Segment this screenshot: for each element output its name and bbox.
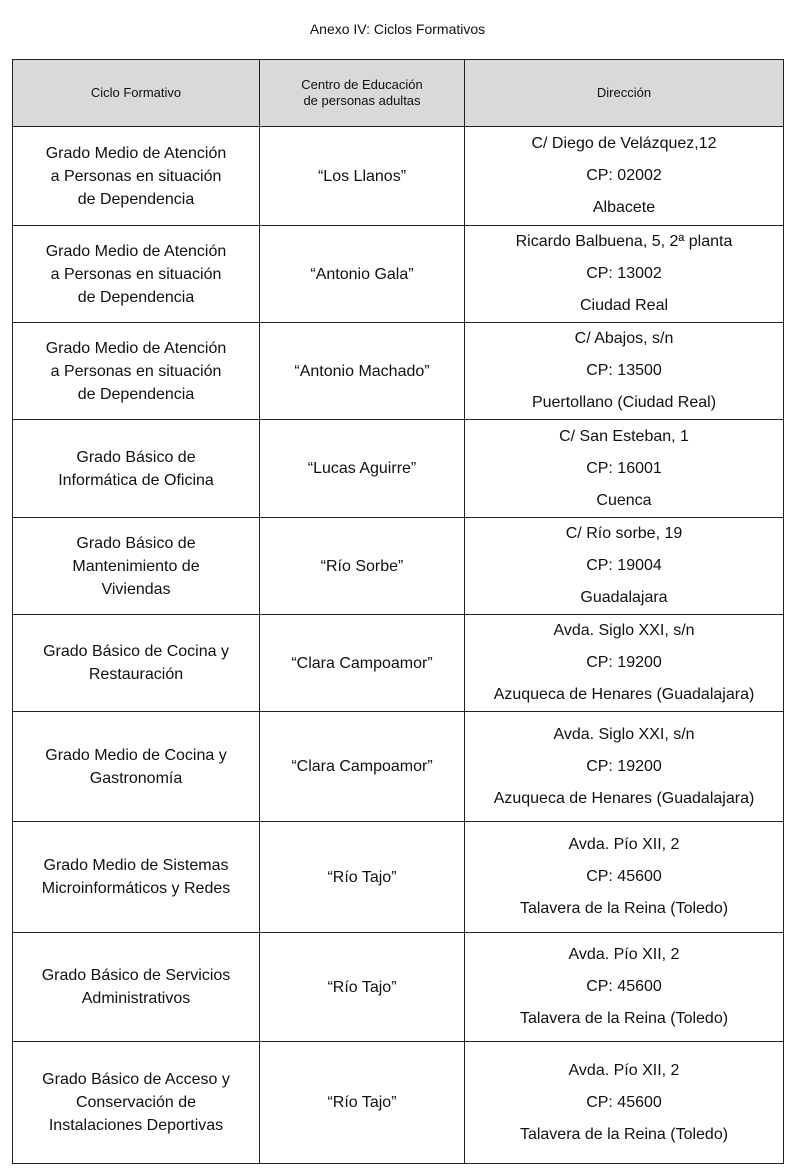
table-row (13, 420, 784, 518)
direccion-cell (465, 822, 784, 933)
table-row (13, 712, 784, 822)
header-row (13, 60, 784, 127)
header-ciclo-formativo: Ciclo Formativo (13, 60, 260, 127)
table-row (13, 933, 784, 1042)
address-street: Avda. Pío XII, 2 (568, 1061, 680, 1079)
document-title: Anexo IV: Ciclos Formativos (309, 21, 486, 37)
direccion-cell (465, 712, 784, 822)
direccion-cell (465, 518, 784, 615)
address-postal-code: CP: 16001 (586, 459, 662, 477)
address-city: Talavera de la Reina (Toledo) (519, 900, 729, 917)
address-city: Azuqueca de Henares (Guadalajara) (493, 789, 755, 807)
address-city: Azuqueca de Henares (Guadalajara) (493, 686, 755, 703)
centro-cell: “Antonio Machado” (260, 323, 465, 420)
header-direccion: Dirección (465, 60, 784, 127)
ciclo-cell: Grado Medio de Sistemas Microinformáticos y Redes (13, 822, 260, 933)
address-city: Cuenca (596, 491, 652, 509)
address-street: Avda. Pío XII, 2 (568, 836, 680, 853)
address-postal-code: CP: 19200 (586, 757, 662, 775)
table-row (13, 822, 784, 933)
centro-cell: “Los Llanos” (260, 127, 465, 226)
address-street: Avda. Siglo XXI, s/n (553, 725, 695, 743)
address-postal-code: CP: 13002 (586, 265, 662, 282)
table-row (13, 518, 784, 615)
centro-cell: “Clara Campoamor” (260, 615, 465, 712)
direccion-cell (465, 127, 784, 226)
table-row (13, 127, 784, 226)
address-city: Talavera de la Reina (Toledo) (519, 1125, 729, 1143)
centro-cell: “Antonio Gala” (260, 226, 465, 323)
address-street: Ricardo Balbuena, 5, 2ª planta (515, 233, 733, 250)
ciclo-cell: Grado Medio de Cocina y Gastronomía (13, 712, 260, 822)
centro-cell: “Río Sorbe” (260, 518, 465, 615)
direccion-cell (465, 615, 784, 712)
table-body (13, 127, 784, 1164)
ciclo-cell: Grado Básico de Informática de Oficina (13, 420, 260, 518)
table-header (13, 60, 784, 127)
address-postal-code: CP: 45600 (586, 868, 662, 885)
address-city: Ciudad Real (579, 297, 669, 314)
ciclo-cell: Grado Medio de Atención a Personas en situación de Dependencia (13, 323, 260, 420)
centro-cell: “Río Tajo” (260, 822, 465, 933)
centro-cell: “Río Tajo” (260, 933, 465, 1042)
direccion-cell (465, 933, 784, 1042)
direccion-cell (465, 226, 784, 323)
table-row (13, 323, 784, 420)
ciclos-table (12, 59, 784, 1164)
address-city: Talavera de la Reina (Toledo) (519, 1010, 729, 1027)
ciclo-cell: Grado Básico de Servicios Administrativos (13, 933, 260, 1042)
table-row (13, 615, 784, 712)
direccion-cell (465, 1042, 784, 1164)
ciclo-cell: Grado Básico de Mantenimiento de Viviendas (13, 518, 260, 615)
address-postal-code: CP: 45600 (586, 978, 662, 995)
direccion-cell (465, 323, 784, 420)
address-postal-code: CP: 13500 (586, 362, 662, 379)
ciclo-cell: Grado Básico de Cocina y Restauración (13, 615, 260, 712)
centro-cell: “Río Tajo” (260, 1042, 465, 1164)
ciclo-cell: Grado Medio de Atención a Personas en situación de Dependencia (13, 226, 260, 323)
address-city: Guadalajara (580, 589, 668, 606)
address-postal-code: CP: 45600 (586, 1093, 662, 1111)
table-row (13, 226, 784, 323)
ciclo-cell: Grado Básico de Acceso y Conservación de Instalaciones Deportivas (13, 1042, 260, 1164)
address-street: C/ Abajos, s/n (574, 330, 674, 347)
address-postal-code: CP: 02002 (586, 167, 662, 184)
address-postal-code: CP: 19200 (586, 654, 662, 671)
ciclo-cell: Grado Medio de Atención a Personas en situación de Dependencia (13, 127, 260, 226)
address-postal-code: CP: 19004 (586, 557, 662, 574)
direccion-cell (465, 420, 784, 518)
address-street: Avda. Pío XII, 2 (568, 946, 680, 963)
address-city: Puertollano (Ciudad Real) (531, 394, 717, 411)
address-street: C/ Río sorbe, 19 (565, 525, 683, 542)
address-city: Albacete (592, 199, 656, 216)
table-row (13, 1042, 784, 1164)
address-street: C/ San Esteban, 1 (559, 427, 689, 445)
address-street: Avda. Siglo XXI, s/n (553, 622, 695, 639)
centro-cell: “Lucas Aguirre” (260, 420, 465, 518)
centro-cell: “Clara Campoamor” (260, 712, 465, 822)
address-street: C/ Diego de Velázquez,12 (531, 135, 717, 152)
header-centro-educacion: Centro de Educación de personas adultas (260, 60, 465, 127)
